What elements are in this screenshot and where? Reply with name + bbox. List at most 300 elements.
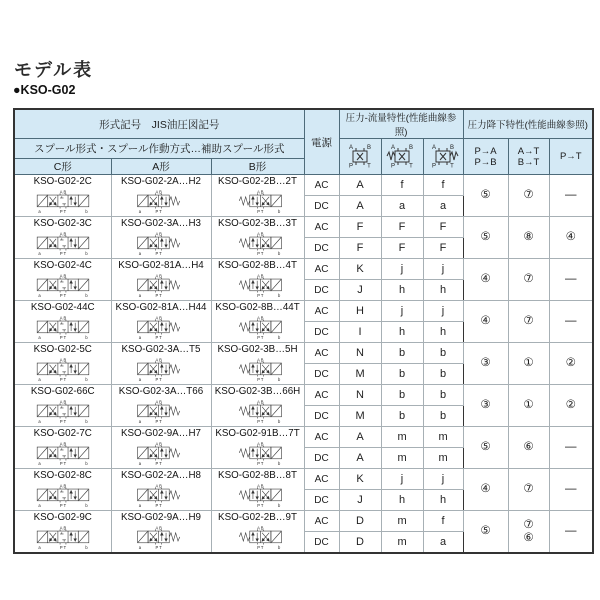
drop-curve-cell	[549, 301, 593, 343]
mini-port-a: A	[432, 144, 437, 151]
header-type-b: B形	[211, 159, 304, 175]
flow-value-ac: j	[423, 469, 463, 490]
solenoid-label-a: a	[138, 335, 142, 341]
model-cell	[14, 217, 111, 259]
model-cell	[211, 427, 304, 469]
flow-value-ac: f	[423, 511, 463, 532]
flow-value-dc: m	[381, 448, 423, 469]
valve-diagram-a	[115, 314, 207, 341]
model-table	[13, 108, 594, 554]
flow-value-dc: a	[423, 532, 463, 554]
flow-value-dc: b	[423, 406, 463, 427]
flow-value-dc: F	[381, 238, 423, 259]
model-cell	[111, 175, 211, 217]
port-label-pt: P T	[59, 545, 66, 551]
flow-value-dc: h	[423, 322, 463, 343]
model-row	[14, 217, 593, 238]
flow-value-dc: h	[381, 490, 423, 511]
valve-diagram-a	[115, 188, 207, 215]
valve-diagram-b	[212, 314, 304, 341]
valve-diagram-c	[17, 230, 109, 257]
solenoid-label-a: a	[38, 209, 41, 215]
power-dc-cell: DC	[304, 238, 339, 259]
port-label-pt: P T	[256, 545, 263, 551]
drop-curve-number: ③	[480, 399, 491, 411]
model-cell	[14, 427, 111, 469]
flow-value-dc: J	[339, 490, 381, 511]
drop-curve-cell	[549, 259, 593, 301]
model-cell	[14, 343, 111, 385]
drop-curve-cell	[508, 259, 549, 301]
power-dc-cell: DC	[304, 532, 339, 554]
port-label-pt: P T	[59, 419, 66, 425]
flow-value-dc: h	[381, 280, 423, 301]
flow-value-dc: A	[339, 196, 381, 217]
drop-curve-cell	[463, 343, 508, 385]
solenoid-label-b: b	[85, 503, 88, 509]
mini-port-b: B	[450, 144, 455, 151]
drop-curve-number: ②	[565, 357, 576, 369]
solenoid-label-a: a	[38, 377, 41, 383]
flow-value-dc: h	[423, 280, 463, 301]
drop-curve-number: ③	[480, 357, 491, 369]
model-code: KSO-G02-7C	[33, 428, 92, 439]
port-label-ab: A B	[155, 399, 162, 405]
drop-curve-cell	[549, 175, 593, 217]
drop-curve-number: ⑦	[523, 273, 534, 285]
solenoid-label-a: a	[138, 377, 142, 383]
model-code: KSO-G02-3B…3T	[218, 218, 297, 229]
solenoid-label-a: a	[38, 545, 41, 551]
port-label-ab: A B	[256, 189, 264, 195]
solenoid-label-b: b	[277, 209, 280, 215]
power-dc-cell: DC	[304, 406, 339, 427]
valve-diagram-b	[212, 356, 304, 383]
port-label-pt: P T	[256, 209, 263, 215]
model-code: KSO-G02-8B…44T	[215, 302, 300, 313]
model-row	[14, 259, 593, 280]
drop-curve-cell	[508, 511, 549, 554]
solenoid-label-b: b	[85, 251, 88, 257]
model-cell	[111, 301, 211, 343]
port-label-ab: A B	[59, 357, 66, 363]
drop-curve-number: —	[565, 189, 577, 201]
solenoid-label-b: b	[277, 461, 280, 467]
valve-diagram-b	[212, 398, 304, 425]
drop-curve-number: ⑦	[523, 189, 534, 201]
model-cell	[111, 343, 211, 385]
power-ac-cell: AC	[304, 511, 339, 532]
port-label-ab: A B	[256, 357, 264, 363]
valve-diagram-a	[115, 482, 207, 509]
mini-port-a: A	[349, 144, 354, 151]
solenoid-label-a: a	[138, 209, 142, 215]
valve-diagram-a	[115, 356, 207, 383]
drop-curve-number: ⑥	[523, 441, 534, 453]
power-ac-cell: AC	[304, 259, 339, 280]
model-code: KSO-G02-3B…66H	[214, 386, 301, 397]
header-flow-title: 圧力-流量特性(性能曲線参照)	[339, 109, 463, 139]
model-cell	[111, 511, 211, 554]
power-ac-cell: AC	[304, 469, 339, 490]
model-cell	[211, 511, 304, 554]
flow-value-ac: D	[339, 511, 381, 532]
model-code: KSO-G02-2B…2T	[218, 176, 297, 187]
flow-value-dc: b	[423, 364, 463, 385]
page-title: モデル表	[14, 60, 94, 80]
port-label-pt: P T	[256, 377, 263, 383]
valve-diagram-c	[17, 272, 109, 299]
port-label-ab: A B	[155, 315, 162, 321]
model-cell	[211, 385, 304, 427]
drop-curve-cell	[463, 175, 508, 217]
drop-dir-label: P→A	[474, 145, 497, 157]
drop-curve-number: —	[565, 483, 577, 495]
port-label-ab: A B	[59, 525, 66, 531]
valve-symbol-spring-right-icon	[423, 139, 463, 175]
solenoid-label-a: a	[38, 251, 41, 257]
solenoid-label-b: b	[85, 209, 88, 215]
drop-dir-label: P→T	[559, 151, 582, 162]
mini-port-t: T	[409, 163, 413, 169]
drop-curve-number: ⑦	[523, 518, 534, 531]
solenoid-label-b: b	[277, 419, 280, 425]
drop-curve-cell	[463, 469, 508, 511]
drop-curve-number: ⑤	[480, 189, 491, 201]
port-label-ab: A B	[256, 273, 264, 279]
model-row	[14, 469, 593, 490]
valve-diagram-a	[115, 398, 207, 425]
valve-diagram-b	[212, 188, 304, 215]
valve-diagram-a	[115, 230, 207, 257]
port-label-ab: A B	[155, 441, 162, 447]
model-cell	[14, 259, 111, 301]
drop-curve-cell	[508, 175, 549, 217]
port-label-pt: P T	[59, 503, 66, 509]
port-label-pt: P T	[155, 377, 162, 383]
flow-value-dc: h	[381, 322, 423, 343]
solenoid-label-a: a	[138, 503, 142, 509]
power-ac-cell: AC	[304, 301, 339, 322]
power-ac-cell: AC	[304, 385, 339, 406]
mini-port-p: P	[391, 163, 396, 169]
model-cell	[211, 259, 304, 301]
solenoid-label-a: a	[138, 251, 142, 257]
power-dc-cell: DC	[304, 322, 339, 343]
model-code: KSO-G02-2B…9T	[218, 512, 297, 523]
port-label-pt: P T	[59, 461, 66, 467]
model-cell	[211, 217, 304, 259]
power-dc-cell: DC	[304, 364, 339, 385]
power-dc-cell: DC	[304, 448, 339, 469]
model-code: KSO-G02-9A…H7	[120, 428, 202, 439]
drop-curve-cell	[549, 343, 593, 385]
port-label-pt: P T	[256, 251, 263, 257]
solenoid-label-a: a	[38, 335, 41, 341]
flow-value-ac: j	[423, 259, 463, 280]
model-code: KSO-G02-2A…H2	[120, 176, 202, 187]
model-code: KSO-G02-81A…H44	[115, 302, 207, 313]
drop-dir-label: P→B	[474, 156, 497, 168]
flow-value-dc: I	[339, 322, 381, 343]
flow-value-ac: N	[339, 385, 381, 406]
drop-curve-cell	[508, 217, 549, 259]
flow-value-dc: M	[339, 364, 381, 385]
model-row	[14, 301, 593, 322]
flow-value-ac: f	[423, 175, 463, 196]
model-code: KSO-G02-9A…H9	[120, 512, 202, 523]
valve-diagram-c	[17, 314, 109, 341]
drop-curve-number: ②	[565, 399, 576, 411]
port-label-ab: A B	[59, 189, 66, 195]
flow-value-dc: m	[423, 448, 463, 469]
drop-curve-number: ⑤	[480, 231, 491, 243]
flow-value-ac: A	[339, 427, 381, 448]
valve-diagram-c	[17, 524, 109, 551]
flow-value-ac: b	[423, 385, 463, 406]
port-label-ab: A B	[155, 273, 162, 279]
model-row	[14, 343, 593, 364]
drop-curve-number: ④	[480, 315, 491, 327]
drop-curve-cell	[463, 259, 508, 301]
mini-port-b: B	[367, 144, 372, 151]
flow-value-dc: b	[381, 364, 423, 385]
flow-value-ac: m	[423, 427, 463, 448]
drop-curve-number: ④	[480, 483, 491, 495]
model-code: KSO-G02-4C	[33, 260, 92, 271]
flow-value-ac: b	[381, 343, 423, 364]
port-label-ab: A B	[155, 525, 162, 531]
flow-value-ac: F	[381, 217, 423, 238]
flow-value-ac: K	[339, 469, 381, 490]
flow-value-dc: D	[339, 532, 381, 554]
flow-value-ac: j	[381, 469, 423, 490]
power-ac-cell: AC	[304, 175, 339, 196]
solenoid-label-a: a	[38, 293, 41, 299]
header-type-c: C形	[14, 159, 111, 175]
solenoid-label-b: b	[277, 251, 280, 257]
model-row	[14, 427, 593, 448]
valve-diagram-a	[115, 440, 207, 467]
port-label-ab: A B	[256, 399, 264, 405]
port-label-pt: P T	[59, 377, 66, 383]
drop-curve-cell	[463, 511, 508, 554]
valve-diagram-c	[17, 482, 109, 509]
solenoid-label-b: b	[85, 335, 88, 341]
flow-value-ac: m	[381, 427, 423, 448]
port-label-pt: P T	[59, 251, 66, 257]
valve-diagram-c	[17, 398, 109, 425]
model-code: KSO-G02-3A…H3	[120, 218, 202, 229]
drop-curve-number: ⑤	[480, 525, 491, 537]
flow-value-dc: a	[381, 196, 423, 217]
model-cell	[211, 301, 304, 343]
model-cell	[14, 511, 111, 554]
header-drop-pa-pb	[463, 139, 508, 175]
valve-symbol-no-spring-icon	[339, 139, 381, 175]
drop-curve-cell	[549, 217, 593, 259]
model-code: KSO-G02-81A…H4	[118, 260, 204, 271]
valve-diagram-a	[115, 272, 207, 299]
mini-port-t: T	[367, 163, 371, 169]
flow-value-ac: N	[339, 343, 381, 364]
model-cell	[14, 469, 111, 511]
drop-curve-number: ④	[565, 231, 576, 243]
flow-value-dc: J	[339, 280, 381, 301]
port-label-ab: A B	[155, 189, 162, 195]
flow-value-dc: m	[381, 532, 423, 554]
flow-value-ac: K	[339, 259, 381, 280]
model-cell	[111, 427, 211, 469]
port-label-pt: P T	[155, 461, 162, 467]
flow-value-ac: b	[423, 343, 463, 364]
drop-curve-number: ⑧	[523, 231, 534, 243]
drop-curve-cell	[463, 385, 508, 427]
flow-value-ac: F	[339, 217, 381, 238]
port-label-pt: P T	[155, 419, 162, 425]
power-ac-cell: AC	[304, 217, 339, 238]
solenoid-label-a: a	[138, 461, 142, 467]
model-code: KSO-G02-3A…T66	[118, 386, 204, 397]
model-cell	[111, 259, 211, 301]
valve-diagram-c	[17, 440, 109, 467]
model-code: KSO-G02-3A…T5	[121, 344, 201, 355]
solenoid-label-b: b	[85, 377, 88, 383]
drop-dir-label: B→T	[517, 156, 540, 168]
port-label-ab: A B	[59, 441, 66, 447]
solenoid-label-a: a	[38, 461, 41, 467]
header-type-a: A形	[111, 159, 211, 175]
mini-port-p: P	[349, 163, 354, 169]
drop-curve-cell	[549, 511, 593, 554]
model-code: KSO-G02-44C	[30, 302, 95, 313]
drop-curve-cell	[549, 427, 593, 469]
header-model-section: 形式記号 JIS油圧図記号	[14, 109, 304, 139]
drop-curve-cell	[508, 385, 549, 427]
valve-diagram-c	[17, 356, 109, 383]
valve-diagram-c	[17, 188, 109, 215]
drop-curve-number: ①	[523, 399, 534, 411]
drop-curve-cell	[463, 427, 508, 469]
power-ac-cell: AC	[304, 343, 339, 364]
valve-diagram-a	[115, 524, 207, 551]
solenoid-label-b: b	[85, 545, 88, 551]
port-label-pt: P T	[155, 335, 162, 341]
port-label-ab: A B	[256, 315, 264, 321]
drop-curve-number: ①	[523, 357, 534, 369]
power-dc-cell: DC	[304, 490, 339, 511]
drop-curve-number: —	[565, 273, 577, 285]
model-cell	[211, 175, 304, 217]
model-row	[14, 385, 593, 406]
valve-diagram-b	[212, 230, 304, 257]
model-code: KSO-G02-8B…4T	[218, 260, 297, 271]
port-label-pt: P T	[155, 209, 162, 215]
power-dc-cell: DC	[304, 280, 339, 301]
port-label-pt: P T	[59, 293, 66, 299]
model-cell	[14, 385, 111, 427]
solenoid-label-b: b	[85, 419, 88, 425]
model-code: KSO-G02-66C	[30, 386, 95, 397]
model-code: KSO-G02-5C	[33, 344, 92, 355]
solenoid-label-a: a	[38, 503, 41, 509]
header-drop-title: 圧力降下特性(性能曲線参照)	[463, 109, 593, 139]
drop-curve-cell	[549, 469, 593, 511]
drop-curve-cell	[508, 427, 549, 469]
port-label-ab: A B	[59, 273, 66, 279]
port-label-ab: A B	[256, 231, 264, 237]
solenoid-label-a: a	[138, 293, 142, 299]
drop-curve-number: ⑦	[523, 483, 534, 495]
drop-curve-cell	[463, 301, 508, 343]
solenoid-label-b: b	[85, 461, 88, 467]
port-label-ab: A B	[256, 441, 264, 447]
flow-value-ac: b	[381, 385, 423, 406]
model-code: KSO-G02-9C	[33, 512, 92, 523]
flow-value-ac: A	[339, 175, 381, 196]
drop-curve-number: ⑤	[480, 441, 491, 453]
drop-curve-number: —	[565, 441, 577, 453]
port-label-pt: P T	[155, 293, 162, 299]
model-cell	[211, 469, 304, 511]
port-label-pt: P T	[155, 251, 162, 257]
solenoid-label-b: b	[277, 377, 280, 383]
port-label-pt: P T	[256, 461, 263, 467]
drop-curve-cell	[463, 217, 508, 259]
model-cell	[111, 217, 211, 259]
model-code: KSO-G02-2C	[33, 176, 92, 187]
model-cell	[14, 301, 111, 343]
drop-curve-number: ④	[480, 273, 491, 285]
model-code: KSO-G02-8B…8T	[218, 470, 297, 481]
port-label-ab: A B	[256, 525, 264, 531]
port-label-ab: A B	[155, 231, 162, 237]
model-cell	[111, 385, 211, 427]
mini-port-a: A	[391, 144, 396, 151]
table-header	[14, 109, 593, 175]
model-cell	[211, 343, 304, 385]
model-code: KSO-G02-91B…7T	[215, 428, 300, 439]
header-drop-pt	[549, 139, 593, 175]
port-label-pt: P T	[256, 293, 263, 299]
flow-value-dc: h	[423, 490, 463, 511]
valve-diagram-b	[212, 482, 304, 509]
flow-value-ac: j	[381, 301, 423, 322]
flow-value-ac: j	[381, 259, 423, 280]
solenoid-label-b: b	[277, 545, 280, 551]
header-drop-at-bt	[508, 139, 549, 175]
port-label-ab: A B	[155, 357, 162, 363]
valve-diagram-b	[212, 440, 304, 467]
port-label-pt: P T	[59, 335, 66, 341]
model-code: KSO-G02-3C	[33, 218, 92, 229]
flow-value-dc: A	[339, 448, 381, 469]
solenoid-label-b: b	[277, 293, 280, 299]
solenoid-label-b: b	[85, 293, 88, 299]
port-label-ab: A B	[256, 483, 264, 489]
header-spool-section: スプール形式・スプール作動方式…補助スプール形式	[14, 139, 304, 159]
flow-value-dc: M	[339, 406, 381, 427]
solenoid-label-a: a	[138, 419, 142, 425]
port-label-pt: P T	[256, 419, 263, 425]
series-label: ●KSO-G02	[13, 83, 76, 97]
drop-dir-label: A→T	[517, 145, 540, 157]
drop-curve-cell	[549, 385, 593, 427]
model-table-wrap	[13, 108, 594, 554]
flow-value-dc: F	[423, 238, 463, 259]
solenoid-label-b: b	[277, 335, 280, 341]
flow-value-ac: f	[381, 175, 423, 196]
